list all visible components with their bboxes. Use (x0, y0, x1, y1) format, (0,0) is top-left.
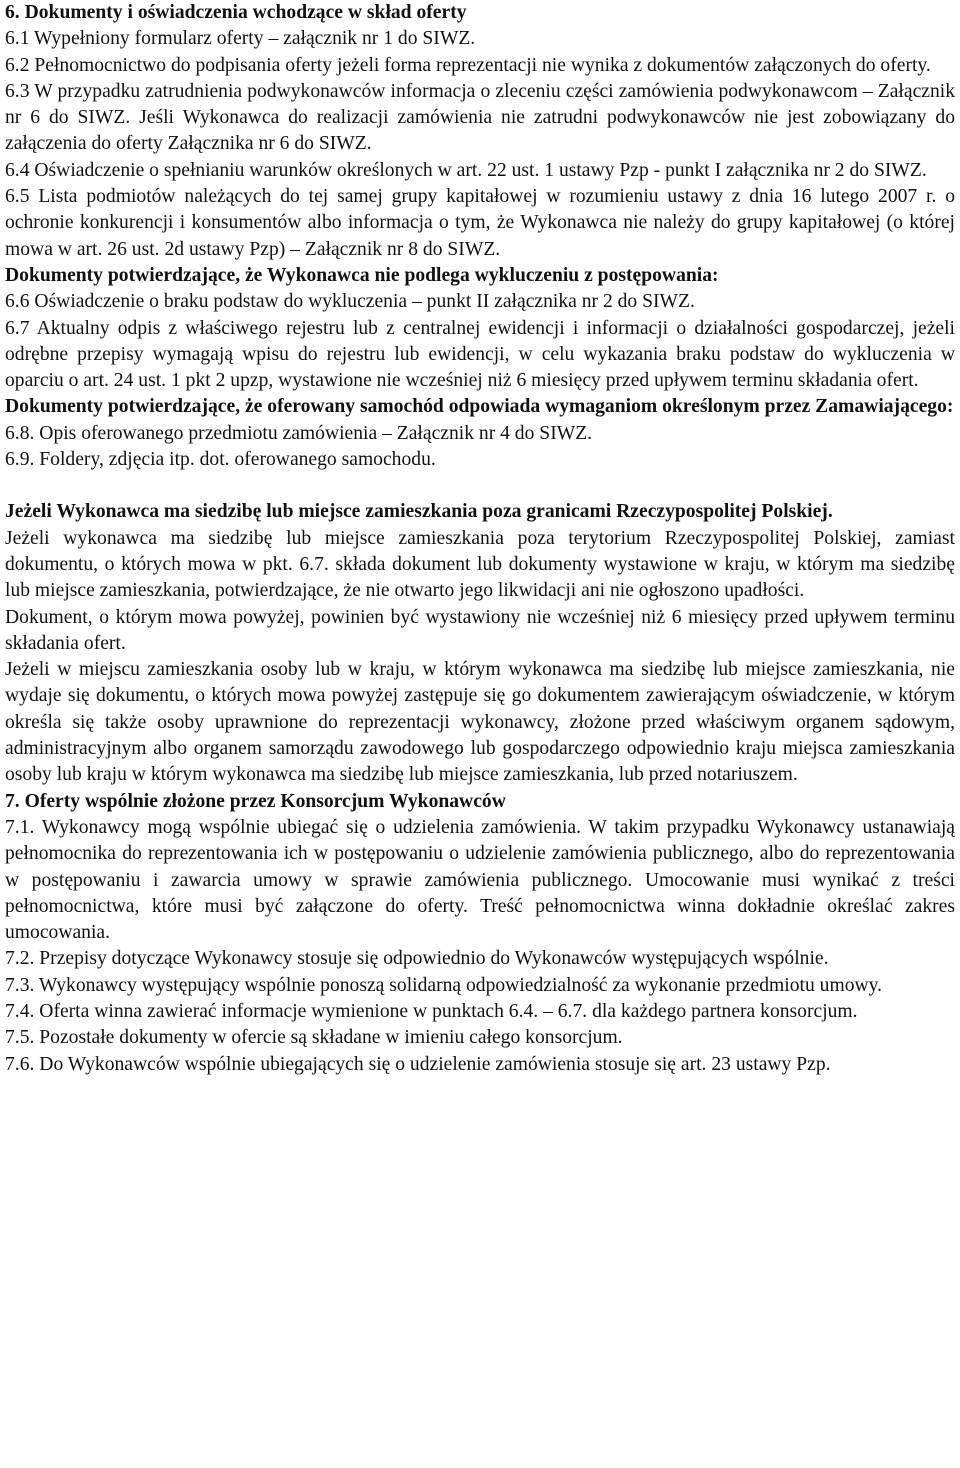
item-6-6: 6.6 Oświadczenie o braku podstaw do wykluczenia – punkt II załącznika nr 2 do SIWZ. (5, 291, 695, 313)
item-7-2: 7.2. Przepisy dotyczące Wykonawcy stosuje się odpowiednio do Wykonawców występujących wspólnie. (5, 948, 829, 970)
paragraph-spacer (5, 473, 955, 499)
exclusion-documents-heading: Dokumenty potwierdzające, że Wykonawca nie podlega wykluczeniu z postępowania: (5, 264, 719, 286)
item-6-9: 6.9. Foldery, zdjęcia itp. dot. oferowanego samochodu. (5, 449, 436, 471)
item-7-6: 7.6. Do Wykonawców wspólnie ubiegających się o udzielenie zamówienia stosuje się art. 23 ustawy Pzp. (5, 1053, 831, 1075)
section-7-heading: 7. Oferty wspólnie złożone przez Konsorcjum Wykonawców (5, 790, 506, 812)
item-7-4: 7.4. Oferta winna zawierać informacje wymienione w punktach 6.4. – 6.7. dla każdego partnera konsorcjum. (5, 1000, 858, 1022)
foreign-paragraph-3: Jeżeli w miejscu zamieszkania osoby lub w kraju, w którym wykonawca ma siedzibę lub miejsce zamieszkania, nie wydaje się dokumentu, o których mowa powyżej zastępuje się go dokumentem zawierającym oświadczenie, w którym określa się także osoby uprawnione do reprezentacji wykonawcy, złożone przed właściwym organem sądowym, administracyjnym albo organem samorządu zawodowego lub gospodarczego odpowiednio kraju miejsca zamieszkania osoby lub kraju w którym wykonawca ma siedzibę lub miejsce zamieszkania, lub przed notariuszem. (5, 659, 955, 786)
foreign-paragraph-2: Dokument, o którym mowa powyżej, powinien być wystawiony nie wcześniej niż 6 miesięcy przed upływem terminu składania ofert. (5, 606, 955, 654)
item-6-2: 6.2 Pełnomocnictwo do podpisania oferty jeżeli forma reprezentacji nie wynika z dokumentów załączonych do oferty. (5, 54, 931, 76)
item-7-5: 7.5. Pozostałe dokumenty w ofercie są składane w imieniu całego konsorcjum. (5, 1027, 623, 1049)
item-7-1: 7.1. Wykonawcy mogą wspólnie ubiegać się o udzielenia zamówienia. W takim przypadku Wykonawcy ustanawiają pełnomocnika do reprezentowania ich w postępowaniu o udzielenie zamówienia publicznego, albo do reprezentowania w postępowaniu i zawarcia umowy w sprawie zamówienia publicznego. Umocowanie musi wynikać z treści pełnomocnictwa, które musi być załączone do oferty. Treść pełnomocnictwa winna dokładnie określać zakres umocowania. (5, 816, 955, 944)
item-6-7: 6.7 Aktualny odpis z właściwego rejestru lub z centralnej ewidencji i informacji o działalności gospodarczej, jeżeli odrębne przepisy wymagają wpisu do rejestru lub ewidencji, w celu wykazania braku podstaw do wykluczenia w oparciu o art. 24 ust. 1 pkt 2 upzp, wystawione nie wcześniej niż 6 miesięcy przed upływem terminu składania ofert. (5, 317, 955, 392)
item-6-4: 6.4 Oświadczenie o spełnianiu warunków określonych w art. 22 ust. 1 ustawy Pzp - punkt I załącznika nr 2 do SIWZ. (5, 159, 927, 181)
vehicle-documents-heading: Dokumenty potwierdzające, że oferowany samochód odpowiada wymaganiom określonym przez Zamawiającego: (5, 396, 954, 418)
item-6-3: 6.3 W przypadku zatrudnienia podwykonawców informacja o zleceniu części zamówienia podwykonawcom – Załącznik nr 6 do SIWZ. Jeśli Wykonawca do realizacji zamówienia nie zatrudni podwykonawców nie jest zobowiązany do załączenia do oferty Załącznika nr 6 do SIWZ. (5, 80, 955, 155)
foreign-contractor-heading: Jeżeli Wykonawca ma siedzibę lub miejsce zamieszkania poza granicami Rzeczypospolitej Polskiej. (5, 501, 833, 523)
item-6-5: 6.5 Lista podmiotów należących do tej samej grupy kapitałowej w rozumieniu ustawy z dnia 16 lutego 2007 r. o ochronie konkurencji i konsumentów albo informacja o tym, że Wykonawca nie należy do grupy kapitałowej (o której mowa w art. 26 ust. 2d ustawy Pzp) – Załącznik nr 8 do SIWZ. (5, 186, 955, 260)
foreign-paragraph-1: Jeżeli wykonawca ma siedzibę lub miejsce zamieszkania poza terytorium Rzeczypospolitej Polskiej, zamiast dokumentu, o których mowa w pkt. 6.7. składa dokument lub dokumenty wystawione w kraju, w którym ma siedzibę lub miejsce zamieszkania, potwierdzające, że nie otwarto jego likwidacji ani nie ogłoszono upadłości. (5, 527, 955, 602)
section-6-heading: 6. Dokumenty i oświadczenia wchodzące w skład oferty (5, 2, 467, 23)
item-7-3: 7.3. Wykonawcy występujący wspólnie ponoszą solidarną odpowiedzialność za wykonanie przedmiotu umowy. (5, 974, 883, 996)
item-6-1: 6.1 Wypełniony formularz oferty – załącznik nr 1 do SIWZ. (5, 28, 476, 50)
item-6-8: 6.8. Opis oferowanego przedmiotu zamówienia – Załącznik nr 4 do SIWZ. (5, 422, 593, 444)
